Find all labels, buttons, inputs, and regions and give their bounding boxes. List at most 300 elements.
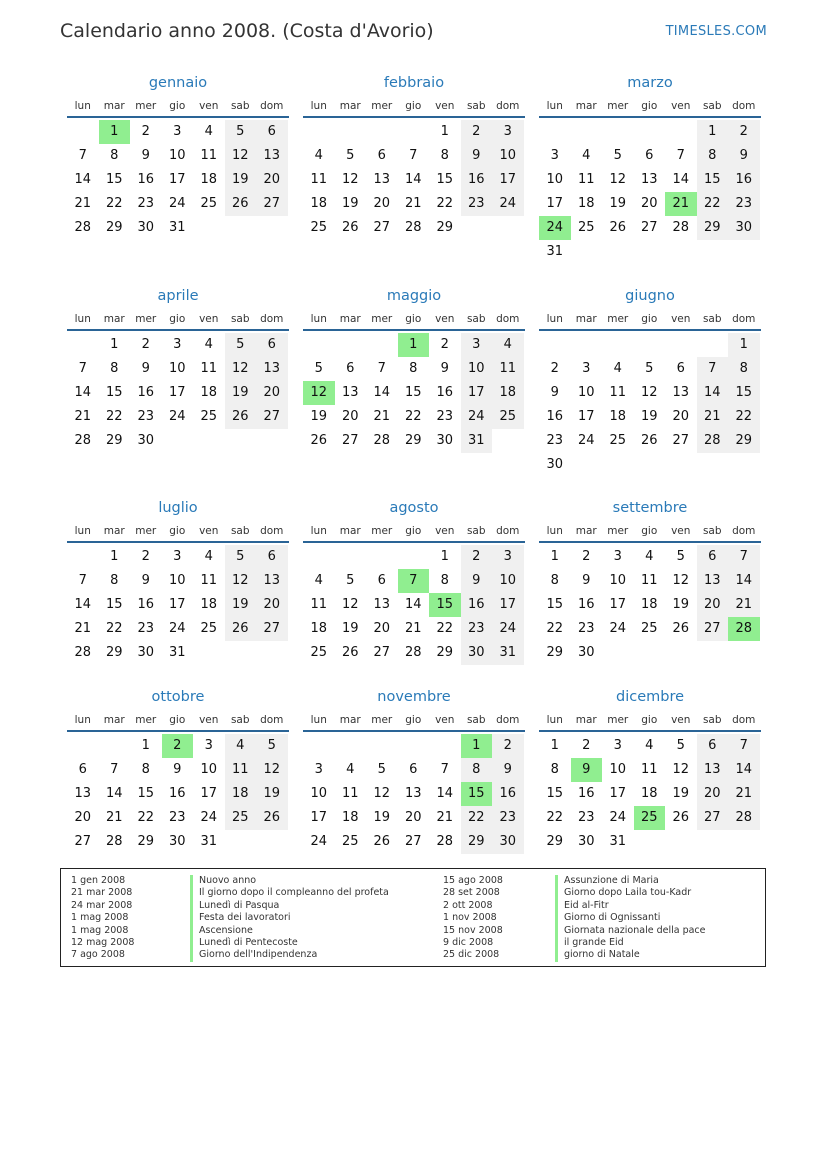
day-cell: 5	[314, 361, 323, 376]
day-cell: 19	[373, 810, 391, 825]
day-cell: 9	[550, 385, 559, 400]
day-cell: 13	[697, 758, 729, 782]
weekday-header	[67, 309, 289, 331]
day-cell: 10	[168, 148, 186, 163]
weekday-label: mar	[339, 100, 361, 112]
empty-cell	[303, 333, 335, 357]
weekday-label: sab	[702, 313, 722, 325]
day-cell: 24	[461, 405, 493, 429]
weekday-label: ven	[435, 313, 455, 325]
day-cell: 5	[225, 120, 257, 144]
holiday-date: 1 mag 2008	[71, 924, 129, 936]
day-cell: 3	[314, 762, 323, 777]
month-name: maggio	[386, 288, 442, 304]
day-cell: 10	[168, 361, 186, 376]
day-cell: 29	[137, 834, 155, 849]
day-cell: 24	[200, 810, 218, 825]
day-cell: 15	[728, 381, 760, 405]
day-cell: 6	[377, 573, 386, 588]
weekday-label: sab	[702, 100, 722, 112]
day-cell: 8	[697, 144, 729, 168]
weekday-label: mar	[339, 714, 361, 726]
day-cell: 11	[225, 758, 257, 782]
empty-cell	[366, 545, 398, 569]
day-cell: 31	[609, 834, 627, 849]
day-cell: 5	[225, 545, 257, 569]
day-cell: 27	[341, 433, 359, 448]
day-cell: 3	[173, 124, 182, 139]
day-cell: 20	[697, 782, 729, 806]
day-cell: 24	[492, 617, 524, 641]
day-cell: 28	[404, 220, 422, 235]
holiday-list	[60, 868, 766, 967]
weekday-label: mar	[103, 100, 125, 112]
month-aprile	[67, 283, 289, 453]
day-cell: 17	[168, 597, 186, 612]
weekday-label: ven	[199, 313, 219, 325]
day-cell: 30	[168, 834, 186, 849]
holiday-day-cell: 15	[461, 782, 493, 806]
empty-cell	[634, 120, 666, 144]
month-ottobre	[67, 684, 289, 854]
holiday-day-cell: 7	[398, 569, 430, 593]
weekday-label: lun	[74, 100, 91, 112]
day-cell: 1	[440, 124, 449, 139]
day-cell: 3	[582, 361, 591, 376]
day-cell: 22	[105, 621, 123, 636]
weekday-label: sab	[230, 714, 250, 726]
weekday-label: mer	[371, 313, 393, 325]
day-cell: 14	[728, 569, 760, 593]
weekday-label: lun	[546, 525, 563, 537]
day-cell: 28	[672, 220, 690, 235]
weekday-label: ven	[435, 714, 455, 726]
day-cell: 15	[404, 385, 422, 400]
weekday-header	[303, 710, 525, 732]
day-cell: 17	[168, 172, 186, 187]
day-cell: 23	[461, 617, 493, 641]
day-cell: 23	[137, 196, 155, 211]
day-cell: 19	[225, 168, 257, 192]
holiday-date: 24 mar 2008	[71, 899, 133, 911]
day-cell: 26	[672, 621, 690, 636]
day-grid	[539, 543, 761, 665]
day-cell: 29	[436, 220, 454, 235]
weekday-label: dom	[496, 525, 520, 537]
day-cell: 14	[74, 597, 92, 612]
day-cell: 2	[440, 337, 449, 352]
day-cell: 14	[74, 172, 92, 187]
day-cell: 11	[310, 172, 328, 187]
day-cell: 6	[676, 361, 685, 376]
day-cell: 12	[225, 357, 257, 381]
day-cell: 25	[609, 433, 627, 448]
holiday-name: Ascensione	[190, 925, 389, 937]
holiday-day-cell: 12	[303, 381, 335, 405]
day-cell: 4	[613, 361, 622, 376]
day-cell: 18	[640, 786, 658, 801]
holiday-name: Festa dei lavoratori	[190, 912, 389, 924]
empty-cell	[67, 734, 99, 758]
day-cell: 11	[640, 573, 658, 588]
day-cell: 2	[141, 337, 150, 352]
holiday-name: Il giorno dopo il compleanno del profeta	[190, 887, 389, 899]
holiday-names-col-1	[190, 875, 389, 962]
day-cell: 29	[105, 433, 123, 448]
weekday-label: mar	[339, 525, 361, 537]
day-cell: 31	[200, 834, 218, 849]
empty-cell	[303, 734, 335, 758]
day-cell: 25	[200, 196, 218, 211]
day-cell: 21	[105, 810, 123, 825]
month-name: giugno	[625, 288, 675, 304]
day-cell: 13	[256, 357, 288, 381]
weekday-label: mar	[103, 714, 125, 726]
weekday-label: gio	[405, 525, 422, 537]
day-cell: 11	[200, 573, 218, 588]
day-cell: 21	[74, 409, 92, 424]
month-settembre	[539, 495, 761, 665]
empty-cell	[99, 734, 131, 758]
holiday-date: 1 gen 2008	[71, 875, 126, 886]
day-cell: 2	[492, 734, 524, 758]
day-cell: 27	[404, 834, 422, 849]
day-cell: 30	[137, 220, 155, 235]
weekday-label: mar	[575, 313, 597, 325]
month-marzo	[539, 70, 761, 264]
day-cell: 16	[577, 786, 595, 801]
day-cell: 18	[341, 810, 359, 825]
day-cell: 4	[204, 337, 213, 352]
day-cell: 4	[346, 762, 355, 777]
weekday-label: gio	[641, 100, 658, 112]
weekday-header	[67, 96, 289, 118]
day-cell: 10	[577, 385, 595, 400]
holiday-name: Lunedì di Pasqua	[190, 900, 389, 912]
weekday-header	[303, 96, 525, 118]
day-cell: 23	[492, 806, 524, 830]
weekday-label: gio	[169, 525, 186, 537]
day-cell: 27	[373, 220, 391, 235]
weekday-label: gio	[641, 714, 658, 726]
month-maggio	[303, 283, 525, 453]
day-cell: 18	[609, 409, 627, 424]
weekday-label: mar	[339, 313, 361, 325]
day-cell: 11	[310, 597, 328, 612]
holiday-date: 25 dic 2008	[443, 949, 500, 961]
day-cell: 28	[404, 645, 422, 660]
day-cell: 29	[105, 645, 123, 660]
day-cell: 18	[310, 196, 328, 211]
day-cell: 10	[492, 144, 524, 168]
empty-cell	[67, 120, 99, 144]
day-cell: 3	[173, 337, 182, 352]
day-cell: 28	[74, 645, 92, 660]
day-cell: 3	[613, 738, 622, 753]
day-cell: 27	[672, 433, 690, 448]
day-cell: 22	[461, 806, 493, 830]
day-cell: 19	[609, 196, 627, 211]
day-cell: 17	[577, 409, 595, 424]
day-cell: 1	[440, 549, 449, 564]
weekday-label: mer	[135, 525, 157, 537]
holiday-date: 15 nov 2008	[443, 924, 503, 936]
weekday-label: sab	[230, 525, 250, 537]
day-cell: 8	[110, 573, 119, 588]
day-cell: 30	[577, 645, 595, 660]
day-cell: 21	[697, 405, 729, 429]
day-cell: 15	[105, 172, 123, 187]
day-cell: 5	[676, 549, 685, 564]
day-cell: 22	[546, 810, 564, 825]
day-cell: 6	[256, 120, 288, 144]
day-cell: 19	[341, 196, 359, 211]
holiday-name: Giorno dopo Laila tou-Kadr	[555, 887, 706, 899]
weekday-label: ven	[199, 100, 219, 112]
day-cell: 12	[672, 573, 690, 588]
day-cell: 6	[377, 148, 386, 163]
weekday-label: lun	[74, 313, 91, 325]
day-cell: 5	[225, 333, 257, 357]
holiday-name: il grande Eid	[555, 937, 706, 949]
holiday-day-cell: 2	[162, 734, 194, 758]
day-cell: 25	[492, 405, 524, 429]
day-cell: 26	[310, 433, 328, 448]
weekday-header	[539, 96, 761, 118]
day-cell: 12	[609, 172, 627, 187]
day-cell: 17	[168, 385, 186, 400]
day-cell: 14	[105, 786, 123, 801]
empty-cell	[697, 333, 729, 357]
day-cell: 1	[141, 738, 150, 753]
day-cell: 16	[137, 172, 155, 187]
holiday-day-cell: 1	[461, 734, 493, 758]
weekday-header	[539, 309, 761, 331]
day-cell: 21	[436, 810, 454, 825]
day-cell: 13	[256, 144, 288, 168]
weekday-label: lun	[74, 525, 91, 537]
day-cell: 7	[409, 148, 418, 163]
empty-cell	[571, 120, 603, 144]
month-name: dicembre	[615, 689, 685, 705]
month-name: agosto	[389, 500, 439, 516]
day-cell: 12	[672, 762, 690, 777]
day-cell: 26	[225, 405, 257, 429]
weekday-label: mer	[371, 100, 393, 112]
holiday-name: Giornata nazionale della pace	[555, 925, 706, 937]
day-cell: 29	[404, 433, 422, 448]
holiday-dates-col-2	[443, 875, 503, 962]
day-cell: 8	[550, 762, 559, 777]
day-cell: 25	[577, 220, 595, 235]
day-cell: 2	[461, 120, 493, 144]
day-cell: 27	[697, 617, 729, 641]
day-cell: 12	[373, 786, 391, 801]
day-cell: 27	[256, 192, 288, 216]
weekday-label: lun	[310, 714, 327, 726]
weekday-label: gio	[405, 100, 422, 112]
day-cell: 13	[672, 385, 690, 400]
day-cell: 17	[310, 810, 328, 825]
empty-cell	[602, 120, 634, 144]
weekday-label: mar	[575, 714, 597, 726]
day-cell: 19	[640, 409, 658, 424]
day-cell: 4	[225, 734, 257, 758]
day-cell: 30	[546, 457, 564, 472]
weekday-label: sab	[230, 313, 250, 325]
weekday-label: dom	[260, 100, 284, 112]
day-grid	[67, 732, 289, 854]
day-cell: 5	[645, 361, 654, 376]
holiday-day-cell: 28	[728, 617, 760, 641]
day-cell: 13	[373, 597, 391, 612]
day-cell: 4	[492, 333, 524, 357]
day-cell: 17	[609, 597, 627, 612]
day-cell: 26	[672, 810, 690, 825]
day-cell: 2	[582, 738, 591, 753]
day-cell: 17	[200, 786, 218, 801]
holiday-date: 2 ott 2008	[443, 899, 493, 911]
day-cell: 7	[78, 361, 87, 376]
day-cell: 16	[137, 597, 155, 612]
day-cell: 16	[137, 385, 155, 400]
day-grid	[67, 331, 289, 453]
day-cell: 18	[200, 385, 218, 400]
day-cell: 22	[404, 409, 422, 424]
day-cell: 20	[256, 168, 288, 192]
day-cell: 19	[672, 597, 690, 612]
day-cell: 11	[200, 148, 218, 163]
month-name: luglio	[158, 500, 198, 516]
day-cell: 10	[200, 762, 218, 777]
day-cell: 5	[676, 738, 685, 753]
day-cell: 13	[697, 569, 729, 593]
empty-cell	[398, 120, 430, 144]
day-cell: 13	[373, 172, 391, 187]
weekday-label: mer	[607, 313, 629, 325]
day-cell: 28	[697, 429, 729, 453]
day-cell: 24	[609, 621, 627, 636]
day-cell: 18	[200, 597, 218, 612]
day-cell: 27	[256, 405, 288, 429]
day-cell: 27	[697, 806, 729, 830]
day-cell: 12	[341, 172, 359, 187]
day-cell: 6	[346, 361, 355, 376]
weekday-label: lun	[546, 313, 563, 325]
month-novembre	[303, 684, 525, 854]
holiday-date: 1 mag 2008	[71, 912, 129, 924]
day-cell: 23	[461, 192, 493, 216]
day-cell: 22	[728, 405, 760, 429]
day-cell: 5	[377, 762, 386, 777]
day-cell: 8	[440, 573, 449, 588]
weekday-header	[539, 521, 761, 543]
weekday-label: dom	[732, 100, 756, 112]
day-cell: 18	[200, 172, 218, 187]
page-title: Calendario anno 2008. (Costa d'Avorio)	[60, 20, 434, 42]
day-cell: 23	[728, 192, 760, 216]
day-cell: 19	[225, 593, 257, 617]
day-cell: 10	[492, 569, 524, 593]
day-cell: 14	[697, 381, 729, 405]
day-cell: 16	[728, 168, 760, 192]
day-cell: 19	[256, 782, 288, 806]
day-cell: 1	[110, 549, 119, 564]
day-cell: 10	[168, 573, 186, 588]
day-cell: 21	[74, 196, 92, 211]
day-cell: 9	[141, 573, 150, 588]
weekday-label: mer	[135, 100, 157, 112]
weekday-label: dom	[732, 714, 756, 726]
day-cell: 20	[373, 196, 391, 211]
day-cell: 13	[640, 172, 658, 187]
weekday-label: ven	[435, 100, 455, 112]
day-cell: 16	[546, 409, 564, 424]
day-cell: 15	[697, 168, 729, 192]
day-grid	[67, 118, 289, 240]
empty-cell	[665, 120, 697, 144]
day-cell: 23	[546, 433, 564, 448]
holiday-date: 15 ago 2008	[443, 875, 503, 886]
weekday-label: lun	[546, 100, 563, 112]
weekday-label: gio	[169, 313, 186, 325]
day-cell: 23	[577, 810, 595, 825]
day-cell: 4	[204, 124, 213, 139]
day-cell: 16	[168, 786, 186, 801]
day-cell: 23	[137, 409, 155, 424]
day-cell: 8	[110, 148, 119, 163]
holiday-date: 12 mag 2008	[71, 936, 135, 948]
weekday-label: ven	[671, 100, 691, 112]
day-cell: 8	[409, 361, 418, 376]
weekday-label: dom	[496, 714, 520, 726]
day-cell: 30	[436, 433, 454, 448]
month-luglio	[67, 495, 289, 665]
day-grid	[67, 543, 289, 665]
day-cell: 19	[310, 409, 328, 424]
holiday-name: Giorno di Ognissanti	[555, 912, 706, 924]
empty-cell	[335, 734, 367, 758]
holiday-day-cell: 15	[429, 593, 461, 617]
day-cell: 3	[613, 549, 622, 564]
day-cell: 15	[546, 597, 564, 612]
day-cell: 8	[550, 573, 559, 588]
day-cell: 5	[613, 148, 622, 163]
day-cell: 31	[546, 244, 564, 259]
day-cell: 10	[609, 573, 627, 588]
day-cell: 12	[225, 144, 257, 168]
day-cell: 12	[225, 569, 257, 593]
month-gennaio	[67, 70, 289, 240]
day-cell: 22	[105, 196, 123, 211]
day-cell: 2	[461, 545, 493, 569]
holiday-name: Nuovo anno	[190, 875, 389, 887]
day-cell: 12	[256, 758, 288, 782]
day-cell: 30	[492, 830, 524, 854]
weekday-label: ven	[671, 525, 691, 537]
day-cell: 2	[728, 120, 760, 144]
day-cell: 6	[256, 545, 288, 569]
weekday-label: ven	[199, 714, 219, 726]
weekday-label: dom	[496, 100, 520, 112]
day-cell: 7	[110, 762, 119, 777]
day-cell: 12	[341, 597, 359, 612]
day-cell: 30	[728, 216, 760, 240]
empty-cell	[539, 333, 571, 357]
brand-link[interactable]: TIMESLES.COM	[665, 24, 767, 39]
holiday-day-cell: 21	[665, 192, 697, 216]
day-cell: 1	[550, 549, 559, 564]
